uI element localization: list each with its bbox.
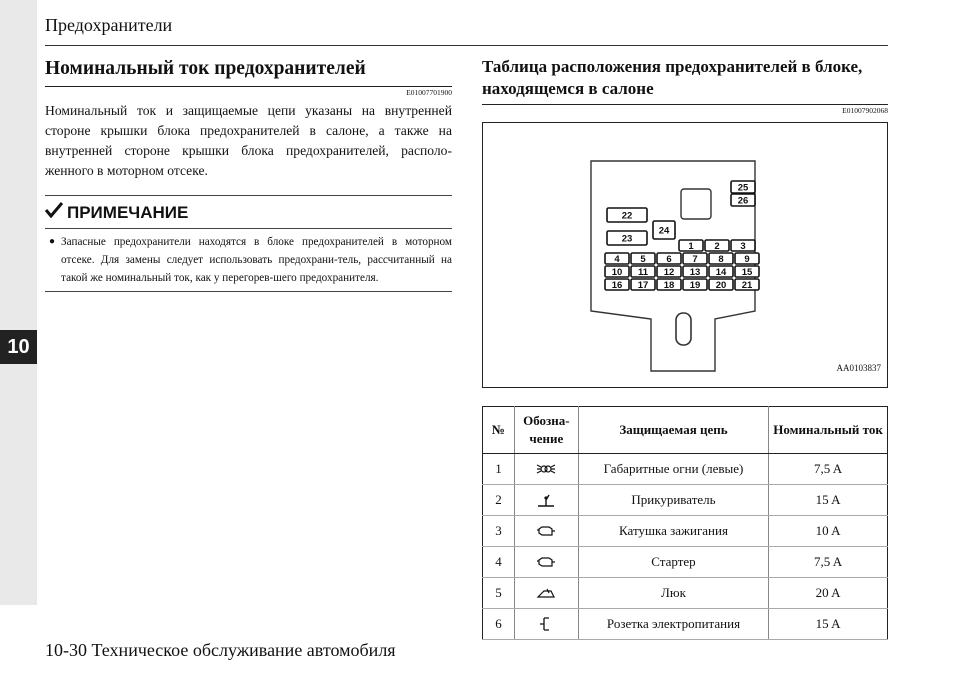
fuse-26 — [731, 194, 755, 207]
fuse-23 — [607, 231, 647, 245]
row-rating: 20 A — [769, 578, 888, 609]
row-rating: 15 A — [769, 485, 888, 516]
note-item — [45, 229, 452, 287]
fuse-box-diagram — [482, 122, 888, 388]
header-num: № — [483, 407, 515, 454]
row-rating: 7,5 A — [769, 454, 888, 485]
note-check-icon — [45, 202, 63, 223]
fuse-table — [482, 406, 888, 640]
fuse-7 — [683, 253, 707, 265]
header-rule — [45, 45, 888, 46]
fuse-17 — [631, 279, 655, 291]
fuse-label: 23 — [621, 233, 633, 245]
table-row — [483, 516, 888, 547]
sunroof-icon — [514, 578, 578, 609]
fuse-5 — [631, 253, 655, 265]
fuse-13 — [683, 266, 707, 278]
page-header-title: Предохранители — [45, 15, 173, 35]
fuse-label: 8 — [718, 254, 724, 265]
row-num: 5 — [483, 578, 515, 609]
fuse-label: 7 — [692, 254, 698, 265]
row-rating: 10 A — [769, 516, 888, 547]
fuse-11 — [631, 266, 655, 278]
engine-icon — [514, 547, 578, 578]
fuse-label: 15 — [741, 267, 753, 278]
fuse-21 — [735, 279, 759, 291]
fuse-label: 25 — [737, 182, 749, 194]
fuse-label: 5 — [640, 254, 646, 265]
note-text: Запасные предохранители находятся в блоке предохранителей в моторном отсеке. Для замены следует использовать предохрани-тель, рассчитанный на такой же номинальный ток, как у перегорев-шего предохранителя. — [61, 236, 452, 284]
table-row — [483, 609, 888, 640]
fuse-label: 12 — [663, 267, 675, 278]
header-circuit: Защищаемая цепь — [578, 407, 768, 454]
section-body: Номинальный ток и защищаемые цепи указаны на внутренней стороне крышки блока предохранителей в салоне, а также на внутренней стороне крышки блока предохранителей, располо-женного в моторном отсеке. — [45, 103, 452, 178]
fuse-label: 18 — [663, 280, 675, 291]
diagram-code-label: AA0103837 — [836, 363, 881, 373]
oval-opening — [676, 313, 691, 345]
fuse-14 — [709, 266, 733, 278]
fuse-label: 4 — [614, 254, 620, 265]
right-column — [482, 56, 888, 115]
table-row — [483, 578, 888, 609]
fuse-label: 19 — [689, 280, 701, 291]
fuse-15 — [735, 266, 759, 278]
engine-icon — [514, 516, 578, 547]
fuse-label: 10 — [611, 267, 623, 278]
fuse-2 — [705, 240, 729, 252]
note-box — [45, 195, 452, 292]
power-outlet-icon — [514, 609, 578, 640]
fuse-label: 17 — [637, 280, 649, 291]
section-code: E01007701900 — [406, 88, 452, 97]
row-circuit: Розетка электропитания — [578, 609, 768, 640]
fuse-18 — [657, 279, 681, 291]
fuse-label: 9 — [744, 254, 750, 265]
left-column — [45, 56, 452, 292]
fuse-label: 11 — [637, 267, 649, 278]
fuse-label: 24 — [658, 225, 670, 237]
fuse-20 — [709, 279, 733, 291]
fuse-label: 3 — [740, 241, 746, 252]
fuse-label: 6 — [666, 254, 672, 265]
fuse-layout-title — [482, 56, 888, 105]
row-circuit: Люк — [578, 578, 768, 609]
fuse-label: 13 — [689, 267, 701, 278]
header-symbol: Обозна-чение — [514, 407, 578, 454]
fuse-22 — [607, 208, 647, 222]
fuse-1 — [679, 240, 703, 252]
fuse-6 — [657, 253, 681, 265]
note-heading: ПРИМЕЧАНИЕ — [67, 202, 189, 222]
empty-slot — [681, 189, 711, 219]
cigarette-lighter-icon — [514, 485, 578, 516]
fuse-box-drawing — [483, 123, 887, 387]
fuse-4 — [605, 253, 629, 265]
fuse-label: 22 — [621, 210, 633, 222]
chapter-tab: 10 — [0, 330, 37, 364]
fuse-label: 1 — [688, 241, 694, 252]
row-rating: 15 A — [769, 609, 888, 640]
fuse-label: 14 — [715, 267, 727, 278]
fuse-label: 20 — [715, 280, 727, 291]
fuse-label: 16 — [611, 280, 623, 291]
row-circuit: Катушка зажигания — [578, 516, 768, 547]
fuse-layout-code: E01007902068 — [842, 106, 888, 115]
note-header — [45, 200, 452, 229]
fuse-layout-title-line2: находящемся в салоне — [482, 79, 654, 98]
row-num: 2 — [483, 485, 515, 516]
row-num: 1 — [483, 454, 515, 485]
row-circuit: Стартер — [578, 547, 768, 578]
fuse-label: 2 — [714, 241, 720, 252]
fuse-24 — [653, 221, 675, 239]
row-num: 3 — [483, 516, 515, 547]
fuse-10 — [605, 266, 629, 278]
fuse-19 — [683, 279, 707, 291]
position-lights-icon — [514, 454, 578, 485]
row-rating: 7,5 A — [769, 547, 888, 578]
fuse-3 — [731, 240, 755, 252]
table-header-row — [483, 407, 888, 454]
table-row — [483, 547, 888, 578]
table-row — [483, 454, 888, 485]
fuse-layout-title-line1: Таблица расположения предохранителей в блоке, — [482, 57, 863, 76]
header-rating: Номинальный ток — [769, 407, 888, 454]
fuse-12 — [657, 266, 681, 278]
row-circuit: Прикуриватель — [578, 485, 768, 516]
table-row — [483, 485, 888, 516]
fuse-8 — [709, 253, 733, 265]
section-title: Номинальный ток предохранителей — [45, 56, 452, 87]
fuse-25 — [731, 181, 755, 194]
side-strip — [0, 0, 37, 605]
fuse-label: 26 — [737, 195, 749, 207]
fuse-9 — [735, 253, 759, 265]
row-circuit: Габаритные огни (левые) — [578, 454, 768, 485]
bullet-icon: ● — [49, 236, 56, 247]
row-num: 6 — [483, 609, 515, 640]
fuse-16 — [605, 279, 629, 291]
fuse-label: 21 — [741, 280, 753, 291]
page-footer: 10-30 Техническое обслуживание автомобиля — [45, 640, 396, 660]
row-num: 4 — [483, 547, 515, 578]
